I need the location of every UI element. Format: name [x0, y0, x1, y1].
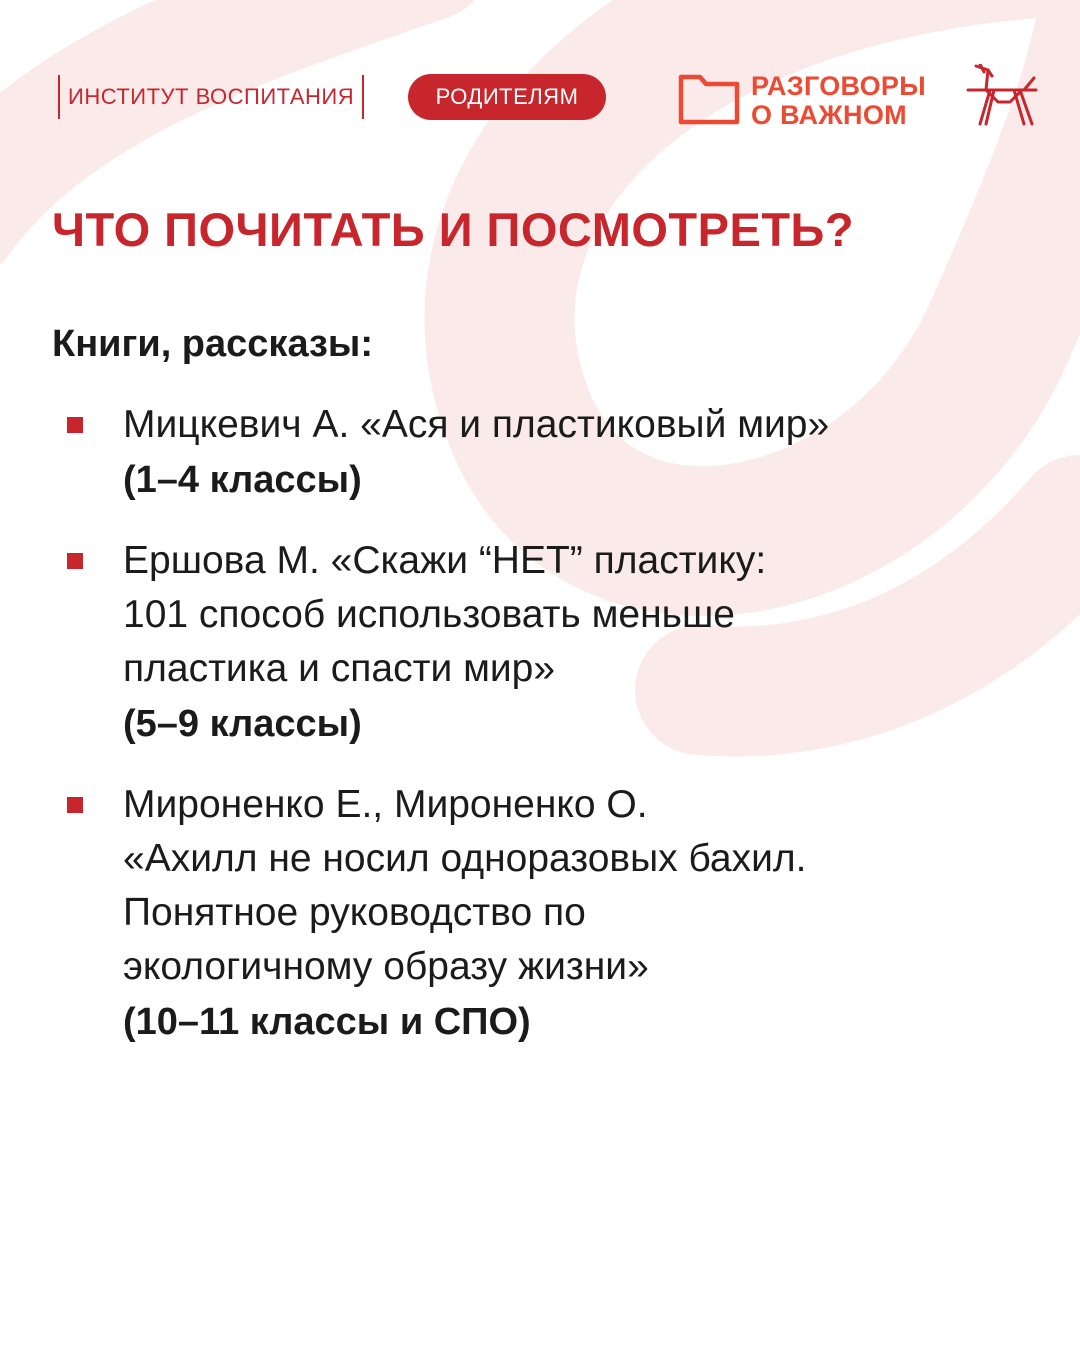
grade-range: (5–9 классы): [123, 703, 362, 745]
book-line: «Ахилл не носил одноразовых бахил.: [123, 837, 807, 880]
project-logo-line2: О ВАЖНОМ: [751, 100, 907, 130]
book-list: [52, 398, 1052, 1050]
section-heading: Книги, рассказы:: [52, 323, 374, 365]
page-title: ЧТО ПОЧИТАТЬ И ПОСМОТРЕТЬ?: [52, 203, 855, 256]
book-line: Ершова М. «Скажи “НЕТ” пластику:: [123, 539, 767, 582]
book-line: 101 способ использовать меньше: [123, 593, 735, 636]
list-item: [52, 778, 1052, 1050]
grade-range: (1–4 классы): [123, 459, 362, 501]
main-content: [52, 200, 1052, 1076]
book-line: Мироненко Е., Мироненко О.: [123, 783, 648, 826]
project-logo-line1: РАЗГОВОРЫ: [751, 71, 926, 101]
book-line: Понятное руководство по: [123, 891, 586, 934]
header: [58, 70, 1040, 130]
grade-range: (10–11 классы и СПО): [123, 1001, 531, 1043]
bullet-square: [67, 553, 83, 569]
project-logo-text: [751, 72, 926, 130]
list-item: [52, 534, 1052, 752]
bullet-square: [67, 417, 83, 433]
book-line: экологичному образу жизни»: [123, 945, 649, 988]
list-item: [52, 398, 1052, 508]
horse-icon: [966, 64, 1040, 128]
bullet-square: [67, 797, 83, 813]
audience-badge: РОДИТЕЛЯМ: [408, 74, 606, 120]
book-line: Мицкевич А. «Ася и пластиковый мир»: [123, 403, 830, 446]
folder-icon: [678, 67, 740, 127]
book-line: пластика и спасти мир»: [123, 647, 556, 690]
institute-name: ИНСТИТУТ ВОСПИТАНИЯ: [58, 75, 364, 119]
